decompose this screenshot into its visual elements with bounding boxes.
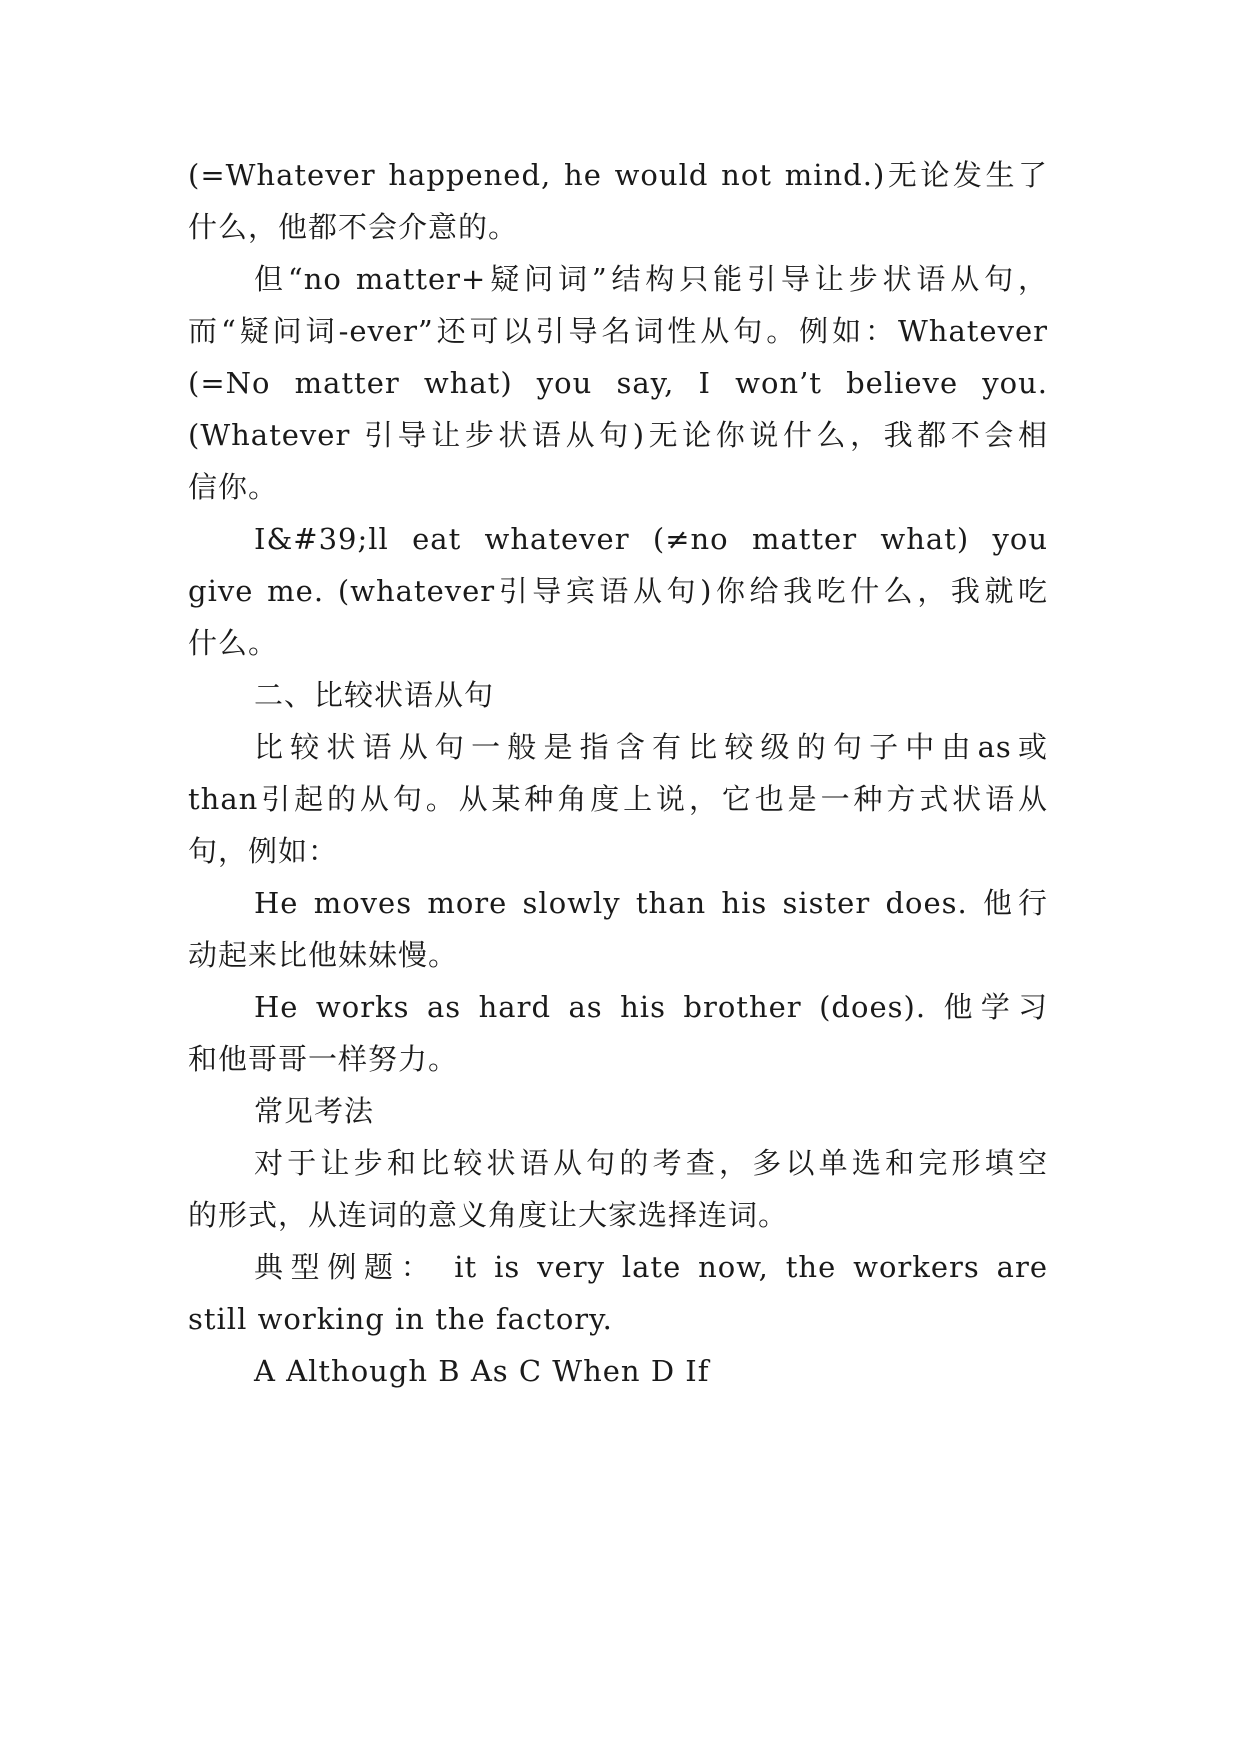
text-line: than引起的从句。从某种角度上说，它也是一种方式状语从 — [188, 782, 1048, 816]
text-line: 典型例题： it is very late now, the workers are — [254, 1250, 1048, 1284]
text-line: 而“疑问词-ever”还可以引导名词性从句。例如：Whatever — [188, 314, 1048, 348]
text-line: give me. (whatever引导宾语从句)你给我吃什么，我就吃 — [188, 574, 1048, 608]
section-heading: 常见考法 — [254, 1094, 375, 1128]
text-line: (=No matter what) you say, I won’t believe you. — [188, 366, 1048, 400]
text-line: 什么，他都不会介意的。 — [188, 210, 519, 244]
text-line: (=Whatever happened, he would not mind.)无论发生了 — [188, 158, 1048, 192]
text-line: He moves more slowly than his sister does. 他行 — [254, 886, 1048, 920]
text-line: still working in the factory. — [188, 1302, 613, 1336]
answer-options: A Although B As C When D If — [254, 1354, 710, 1388]
text-line: 的形式，从连词的意义角度让大家选择连词。 — [188, 1198, 789, 1232]
text-line: He works as hard as his brother (does). 他学习 — [254, 990, 1048, 1024]
text-line: 对于让步和比较状语从句的考查，多以单选和完形填空 — [254, 1146, 1048, 1180]
text-line: 和他哥哥一样努力。 — [188, 1042, 459, 1076]
section-heading: 二、比较状语从句 — [254, 678, 495, 712]
text-line: I&#39;ll eat whatever (≠no matter what) you — [254, 522, 1048, 556]
text-line: 但“no matter+疑问词”结构只能引导让步状语从句， — [254, 262, 1048, 296]
text-line: 比较状语从句一般是指含有比较级的句子中由as或 — [254, 730, 1048, 764]
text-line: 句，例如： — [188, 834, 339, 868]
text-line: (Whatever 引导让步状语从句)无论你说什么，我都不会相 — [188, 418, 1048, 452]
text-line: 什么。 — [188, 626, 279, 660]
text-line: 动起来比他妹妹慢。 — [188, 938, 459, 972]
text-line: 信你。 — [188, 470, 279, 504]
